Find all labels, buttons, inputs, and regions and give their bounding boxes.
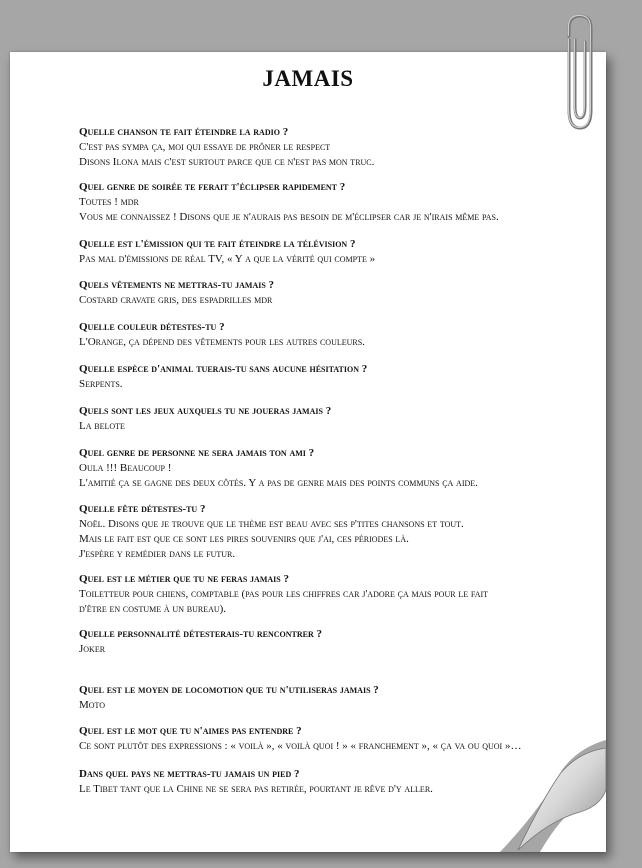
qa-item-ami	[79, 446, 579, 491]
question: Quel est le moyen de locomotion que tu n'utiliseras jamais ?	[79, 684, 379, 696]
answer-line: Joker	[79, 643, 106, 655]
qa-item-soiree	[79, 180, 579, 225]
answer-line: d'être en costume à un bureau).	[79, 603, 227, 615]
document-title: JAMAIS	[262, 66, 354, 91]
answer-line: Pas mal d'émissions de réal TV, « Y a que la vérité qui compte »	[79, 253, 376, 265]
answer-line: J'espère y remédier dans le futur.	[79, 548, 236, 560]
qa-item-locomotion	[79, 683, 579, 713]
answer-line: Serpents.	[79, 378, 123, 390]
question: Quelle espèce d'animal tuerais-tu sans aucune hésitation ?	[79, 363, 368, 375]
qa-item-radio	[79, 125, 579, 170]
question: Dans quel pays ne mettras-tu jamais un pied ?	[79, 768, 300, 780]
question: Quelle personnalité détesterais-tu rencontrer ?	[79, 628, 322, 640]
answer-line: Noël. Disons que je trouve que le thème est beau avec ses p'tites chansons et tout.	[79, 518, 464, 530]
answer-line: Toutes ! mdr	[79, 196, 139, 208]
document-page	[10, 52, 606, 852]
answer-line: Toiletteur pour chiens, comptable (pas pour les chiffres car j'adore ça mais pour le fait	[79, 588, 489, 600]
qa-item-jeux	[79, 404, 579, 434]
question: Quels sont les jeux auxquels tu ne joueras jamais ?	[79, 405, 332, 417]
answer-line: Costard cravate gris, des espadrilles mdr	[79, 294, 273, 306]
paperclip-icon	[555, 10, 605, 140]
qa-item-personnalite	[79, 627, 579, 657]
question: Quel genre de personne ne sera jamais ton ami ?	[79, 447, 315, 459]
answer-line: L'amitié ça se gagne des deux côtés. Y a pas de genre mais des points communs ça aide.	[79, 477, 478, 489]
qa-item-fete	[79, 502, 579, 562]
answer-line: Disons Ilona mais c'est surtout parce que ce n'est pas mon truc.	[79, 156, 375, 168]
qa-item-metier	[79, 572, 579, 617]
question: Quelle fête détestes-tu ?	[79, 503, 206, 515]
answer-line: Vous me connaissez ! Disons que je n'aurais pas besoin de m'éclipser car je n'irais même pas.	[79, 211, 499, 223]
qa-item-vetements	[79, 278, 579, 308]
answer-line: Ce sont plutôt des expressions : « voilà », « voilà quoi ! » « franchement », « ça va ou quoi »…	[79, 740, 522, 752]
answer-line: Moto	[79, 699, 106, 711]
qa-item-couleur	[79, 320, 579, 350]
question: Quel est le métier que tu ne feras jamais ?	[79, 573, 289, 585]
answer-line: L'Orange, ça dépend des vêtements pour les autres couleurs.	[79, 336, 365, 348]
question: Quelle est l'émission qui te fait éteindre la télévision ?	[79, 238, 356, 250]
qa-item-animal	[79, 362, 579, 392]
question: Quelle chanson te fait éteindre la radio ?	[79, 126, 289, 138]
answer-line: C'est pas sympa ça, moi qui essaye de prôner le respect	[79, 141, 331, 153]
answer-line: Mais le fait est que ce sont les pires souvenirs que j'ai, ces périodes là.	[79, 533, 409, 545]
page-curl-corner	[500, 740, 610, 855]
question: Quels vêtements ne mettras-tu jamais ?	[79, 279, 275, 291]
answer-line: La belote	[79, 420, 125, 432]
question: Quel genre de soirée te ferait t'éclipser rapidement ?	[79, 181, 346, 193]
answer-line: Le Tibet tant que la Chine ne se sera pas retirée, pourtant je rêve d'y aller.	[79, 783, 433, 795]
question: Quel est le mot que tu n'aimes pas entendre ?	[79, 725, 302, 737]
answer-line: Oula !!! Beaucoup !	[79, 462, 172, 474]
qa-item-television	[79, 237, 579, 267]
question: Quelle couleur détestes-tu ?	[79, 321, 225, 333]
